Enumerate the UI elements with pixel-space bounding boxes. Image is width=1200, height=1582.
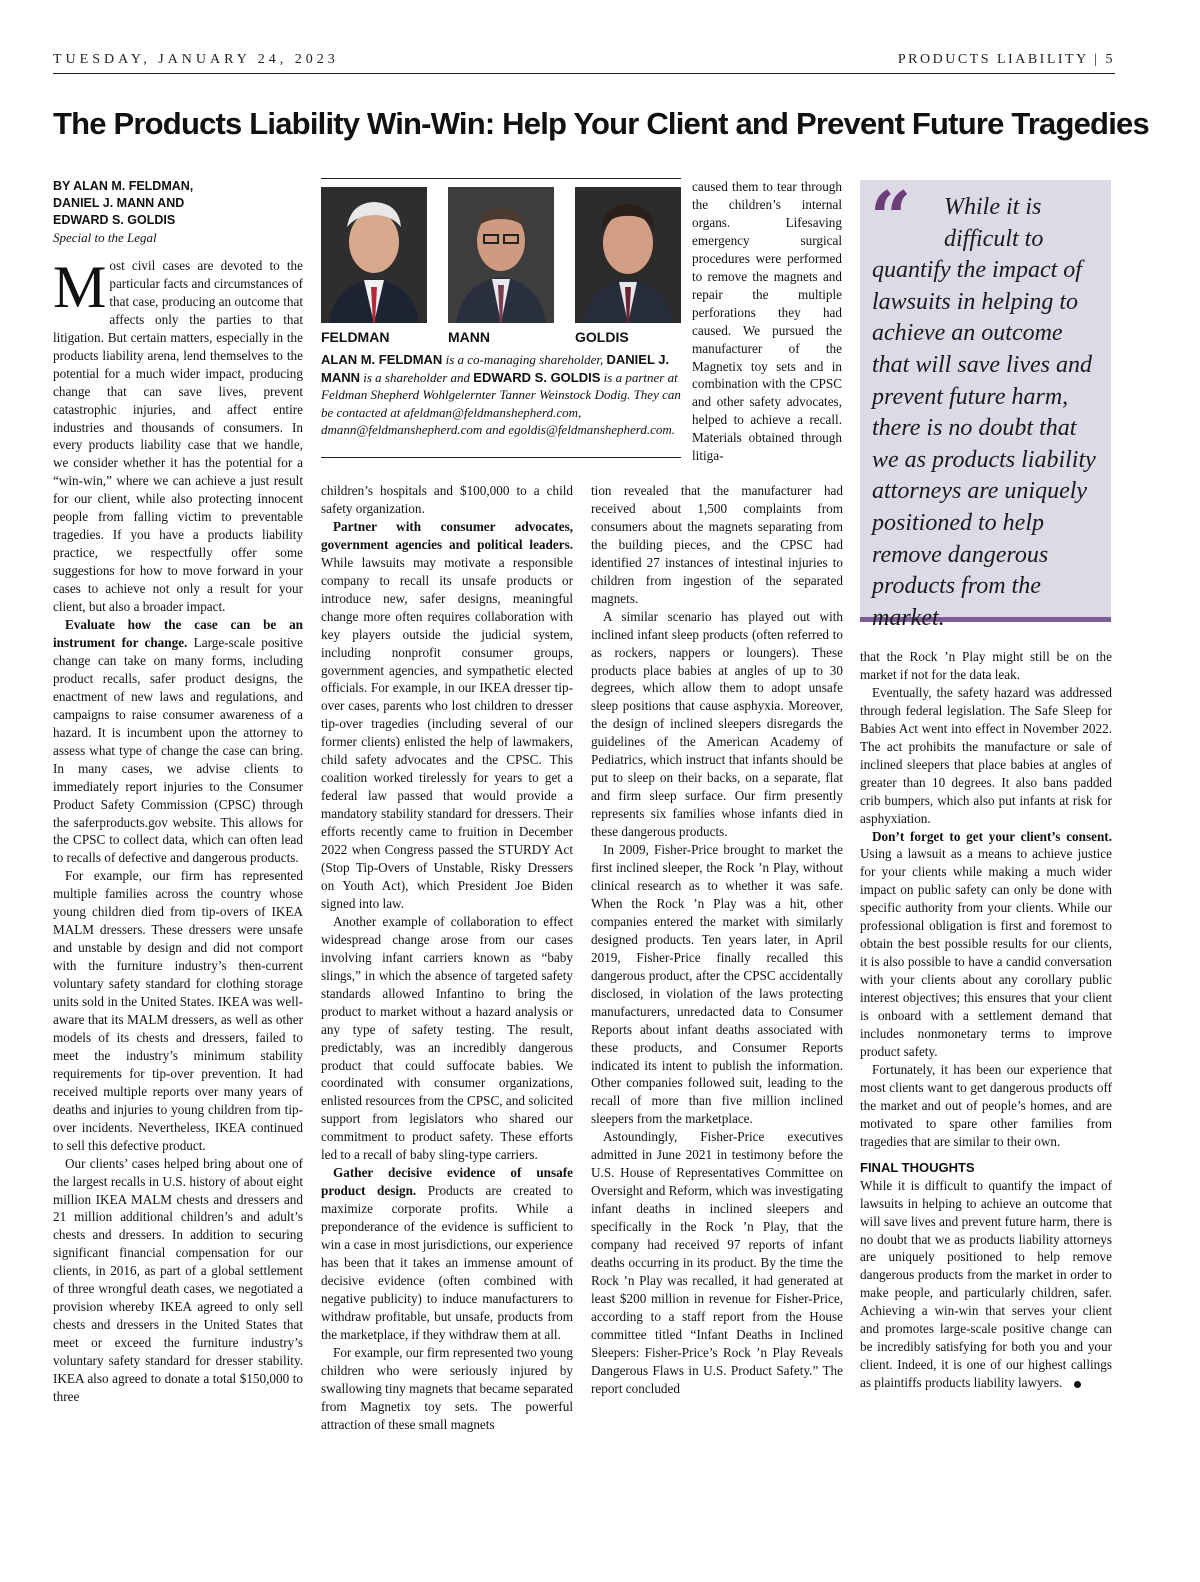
running-header [53,52,1115,74]
issue-date: TUESDAY, JANUARY 24, 2023 [53,52,339,67]
body-paragraph: In 2009, Fisher-Price brought to market the first inclined sleeper, the Rock ’n Play, without clinical research as to whether it was safe. When the Rock ’n Play was a hit, other companies entered the market with similarly designed products. Ten years later, in April 2019, Fisher-Price finally recalled this dangerous product, after the CPSC accidentally disclosed, in violation of the laws protecting manufacturers, unredacted data to Consumer Reports about infant deaths associated with these products, and Consumer Reports indicated its intent to publish the information. Other companies followed suit, leading to the recall of more than five million inclined sleepers from the marketplace. [591,842,843,1127]
body-paragraph: tion revealed that the manufacturer had received about 1,500 complaints from consumers about the magnets separating from the building pieces, and the CPSC had identified 27 instances of intestinal injuries to children from ingestion of the separated magnets. [591,483,843,606]
author-photos [321,178,681,458]
body-paragraph: caused them to tear through the children’s internal organs. Lifesaving emergency surgical procedures were performed to remove the magnets and repair the multiple perforations they had caused. We pursued the manufacturer of the Magnetix toy sets and in combination with the CPSC and other safety advocates, helped to achieve a recall. Materials obtained through litiga- [692,179,842,464]
body-paragraph: For example, our firm has represented multiple families across the country whose young children died from tip-overs of IKEA MALM dressers. These dressers were unsafe and unstable by design and did not comport with the furniture industry’s then-current voluntary safety standard for clothing storage units sold in the United States. IKEA was well-aware that its MALM dressers, as well as other models of its chests and dressers, failed to meet the industry’s minimum stability requirements for tip-over prevention. It had received multiple reports over many years of deaths and injuries to young children from tip-over incidents. Nevertheless, IKEA continued to sell this defective product. [53,868,303,1153]
author-bio-caption [321,351,681,439]
bio-text: is a partner at Feldman Shepherd Wohlgelernter Tanner Weinstock Dodig. They can be contacted at afeldman@feldmanshepherd.com, dmann@feldmanshepherd.com and egoldis@feldmanshepherd.com. [321,369,681,437]
paragraph-text: Products are created to maximize corporate profits. While a preponderance of the evidence is sufficient to win a case in most jurisdictions, our experience has been that it takes an immense amount of decisive evidence (often combined with negative publicity) to induce manufacturers to withdraw profitable, but unsafe, products from the marketplace, if they withdraw them at all. [321,1183,573,1342]
byline-affiliation: Special to the Legal [53,230,157,245]
bio-text: is a co-managing shareholder, [442,352,607,367]
body-paragraph [860,828,1112,1061]
body-paragraph: Another example of collaboration to effect widespread change arose from our cases involving infant carriers known as “baby slings,” in which the absence of targeted safety standards allowed Infantino to bring the product to market without a hazard analysis or any type of safety testing. The result, predictably, was an incredibly dangerous product that could suffocate babies. We coordinated with consumer organizations, enlisted resources from the CPSC, and solicited support from legislators who shared our commitment to product safety. These efforts led to a recall of baby sling-type carriers. [321,913,573,1163]
paragraph-lead-in: Evaluate how the case can be an instrument for change. [53,617,303,650]
feldman-photo [321,187,427,323]
body-paragraph [53,253,303,616]
body-paragraph [860,1177,1112,1392]
body-paragraph [53,616,303,867]
body-paragraph: Fortunately, it has been our experience that most clients want to get dangerous products off the market and out of people’s homes, and are motivated to spare other families from tragedies that are similar to their own. [860,1061,1112,1149]
article-headline: The Products Liability Win-Win: Help Your Client and Prevent Future Tragedies [53,106,1149,141]
paragraph-text: Using a lawsuit as a means to achieve justice for your clients while making a much wider impact on public safety can only be done with specific authority from your clients. While our professional obligation is first and foremost to obtain the best possible results for our clients, it is also possible to have a candid conversation with your clients about any corollary public interest objectives; this ensures that your client is onboard with a settlement demand that includes nonmonetary terms to improve product safety. [860,846,1112,1059]
section-subhead: FINAL THOUGHTS [860,1159,975,1175]
body-paragraph [321,518,573,913]
article-column-3 [591,482,843,1518]
pull-quote-lead: While it is difficult to [944,194,1044,252]
drop-cap: M [53,253,107,320]
body-paragraph: Eventually, the safety hazard was addressed through federal legislation. The Safe Sleep for Babies Act went into effect in November 2022. The act prohibits the manufacture or sale of inclined sleepers that place babies at angles of greater than 10 degrees. It also bans padded crib bumpers, which also put infants at risk for asphyxiation. [860,684,1112,826]
byline-line: BY ALAN M. FELDMAN, [53,179,194,193]
paragraph-lead-in: Gather decisive evidence of unsafe product design. [321,1165,573,1199]
byline-line: EDWARD S. GOLDIS [53,213,176,227]
article-column-2 [321,482,573,1518]
pull-quote [860,175,1111,631]
body-paragraph [321,1164,573,1344]
body-paragraph: Astoundingly, Fisher-Price executives admitted in June 2021 in testimony before the U.S. House of Representatives Committee on Oversight and Reform, which was investigating infant deaths in inclined sleepers and specifically in the Rock ’n Play, that the company had received 97 reports of infant deaths occurring in its product. By the time the Rock ’n Play was recalled, it had generated at least $200 million in revenue for Fisher-Price, according to a staff report from the House committee titled “Infant Deaths in Inclined Sleepers: Fisher-Price’s Rock ’n Play Reveals Dangerous Flaws in U.S. Product Safety.” The report concluded [591,1129,843,1396]
body-paragraph: For example, our firm represented two young children who were seriously injured by swallowing tiny magnets that became separated from Magnetix toy sets. The powerful attraction of these small magnets [321,1344,573,1432]
mann-photo [448,187,554,323]
byline [53,178,303,229]
bio-text: is a shareholder and [360,369,474,385]
body-paragraph: that the Rock ’n Play might still be on the market if not for the data leak. [860,649,1112,682]
photo-label-feldman: FELDMAN [321,329,390,345]
body-paragraph: children’s hospitals and $100,000 to a child safety organization. [321,483,573,516]
paragraph-text: While lawsuits may motivate a responsible company to recall its unsafe products or introduce new, safer designs, meaningful change more often requires collaboration with key players outside the judicial system, including nonprofit consumer groups, government agencies, and sympathetic elected officials. For example, in our IKEA dresser tip-over cases, parents who lost children to dresser tip-over tragedies (including several of our former clients) enlisted the help of lawmakers, child safety advocates and the CPSC. This coalition worked tirelessly for years to get a federal law passed that would provide a mandatory stability standard for dressers. Their efforts recently came to fruition in December 2022 when Congress passed the STURDY Act (Stop Tip-Overs of Unstable, Risky Dressers on Youth Act), which President Joe Biden signed into law. [321,554,573,911]
body-paragraph: A similar scenario has played out with inclined infant sleep products (often referred to as rockers, nappers or loungers). These products place babies at angles of up to 30 degrees, which allow them to adopt unsafe sleep positions that cause asphyxia. Moreover, the design of inclined sleepers disregards the guidelines of the American Academy of Pediatrics, which instruct that infants should be put to sleep on their backs, on a separate, flat and firm sleep surface. Our firm presently represents six families whose infants died in these dangerous products. [591,608,843,840]
bio-name: ALAN M. FELDMAN [321,352,443,367]
bio-name: EDWARD S. GOLDIS [473,369,601,385]
article-column-1 [53,178,303,1518]
article-column-4 [860,648,1112,1518]
paragraph-text: Large-scale positive change can take on many forms, including product recalls, safer product designs, the enactment of new laws and regulations, and campaigns to raise consumer awareness of a hazard. It is incumbent upon the attorney to assess what type of change the case can bring. In many cases, we advise clients to immediately report injuries to the Consumer Product Safety Commission (CPSC) through the saferproducts.gov website. This allows for the CPSC to collect data, which can often lead to recalls of defective and dangerous products. [53,634,303,866]
bio-name: DANIEL J. MANN [321,352,670,385]
photo-label-mann: MANN [448,329,490,345]
byline-line: DANIEL J. MANN AND [53,196,185,210]
photo-label-goldis: GOLDIS [575,329,629,345]
paragraph-lead-in: Partner with consumer advocates, government agencies and political leaders. [321,518,573,552]
paragraph-lead-in: Don’t forget to get your client’s consent. [872,828,1112,844]
pull-quote-body: quantify the impact of lawsuits in helping to achieve an outcome that will save lives and prevent future harm, there is no doubt that we as products liability attorneys are uniquely positioned to help remove dangerous products from the market. [872,257,1096,631]
end-mark-icon [1074,1381,1081,1388]
article-column-3-top [692,178,842,482]
section-page-label: PRODUCTS LIABILITY | 5 [897,52,1115,67]
body-paragraph: Our clients’ cases helped bring about one of the largest recalls in U.S. history of about eight million IKEA MALM chests and dressers and 21 million additional children’s and adult’s chests and dressers. In addition to securing significant financial compensation for our clients, in 2016, as part of a global settlement of three wrongful death cases, we negotiated a provision whereby IKEA agreed to only sell chests and dressers in the United States that meet or exceed the furniture industry’s voluntary safety standard for dresser stability. IKEA also agreed to donate a total $150,000 to three [53,1155,303,1404]
paragraph-text: While it is difficult to quantify the impact of lawsuits in helping to achieve an outcome that will save lives and prevent future harm, there is no doubt that we as products liability attorneys are uniquely positioned to help remove dangerous products from the market in order to make people, and particularly children, safer. Achieving a win-win that serves your client and promotes large-scale positive change can be incredibly satisfying for both you and your client. Indeed, it is one of our highest callings as plaintiffs products liability lawyers. [860,1177,1112,1391]
paragraph-text: ost civil cases are devoted to the particular facts and circumstances of that case, producing an outcome that affects only the parties to that litigation. But certain matters, especially in the products liability arena, lend themselves to the potential for a much wider impact, producing change that can save lives, prevent catastrophic injuries, and affect entire industries and thousands of consumers. In every products liability case that we handle, we consider whether it has the potential for a “win-win,” where we can achieve a just result for our client, while also protecting innocent people from falling victim to preventable tragedies. If you have a products liability practice, we respectfully offer some suggestions for how to move forward in your cases to achieve not only a result for your client, but also a broader impact. [53,257,303,615]
goldis-photo [575,187,681,323]
quote-mark-icon: “ [870,175,912,260]
